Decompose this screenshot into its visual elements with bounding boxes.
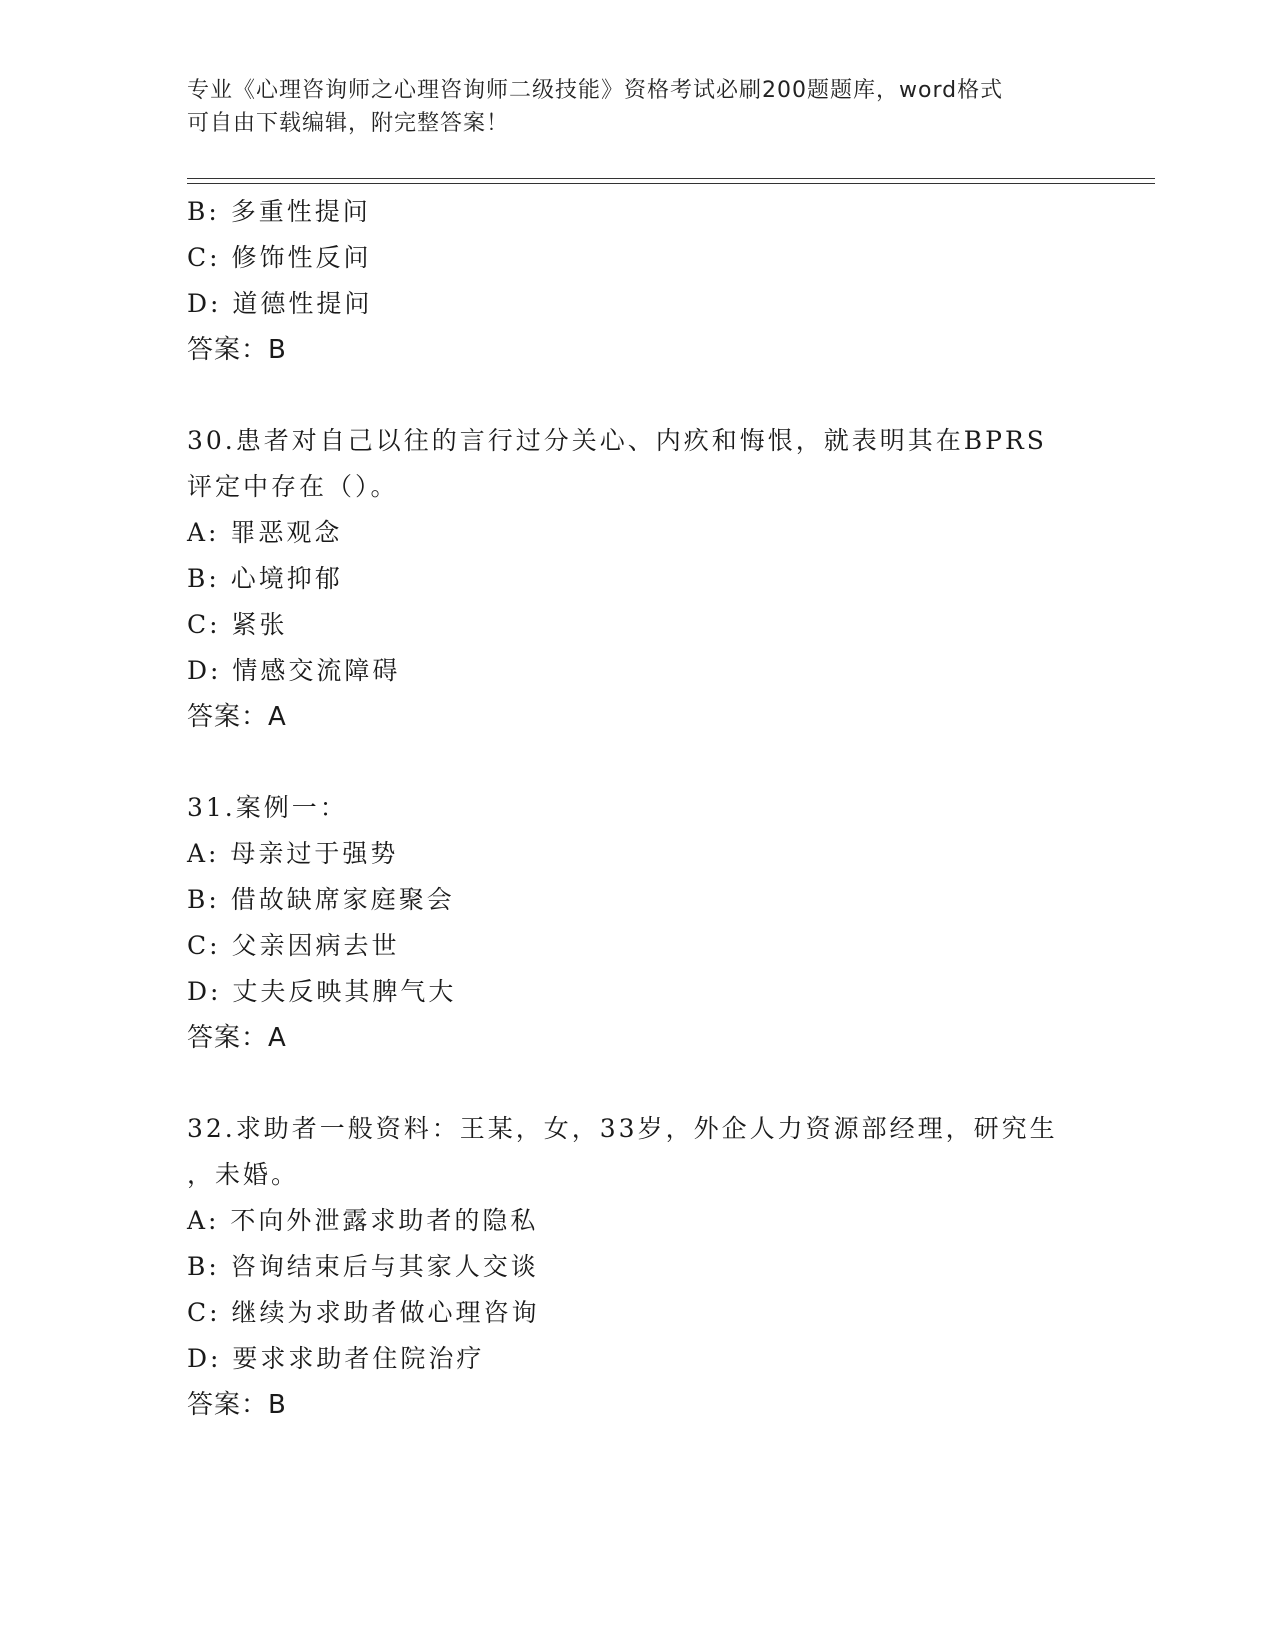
option-line: B: 心境抑郁 xyxy=(187,564,343,593)
option-line: C: 紧张 xyxy=(187,610,288,639)
header-line-1: 专业《心理咨询师之心理咨询师二级技能》资格考试必刷200题题库，word格式 xyxy=(187,78,1004,103)
option-line: B: 借故缺席家庭聚会 xyxy=(187,885,455,914)
question-stem-line: ，未婚。 xyxy=(187,1160,300,1189)
option-line: A: 母亲过于强势 xyxy=(187,839,399,868)
option-line: D: 道德性提问 xyxy=(187,289,373,318)
answer-line: 答案：B xyxy=(187,335,287,365)
question-stem-line: 30.患者对自己以往的言行过分关心、内疚和悔恨，就表明其在BPRS xyxy=(187,426,1047,455)
question-gap xyxy=(187,1061,1087,1106)
header-line-2: 可自由下载编辑，附完整答案！ xyxy=(187,111,510,136)
option-line: D: 丈夫反映其脾气大 xyxy=(187,977,457,1006)
option-line: C: 父亲因病去世 xyxy=(187,931,400,960)
question-gap xyxy=(187,740,1087,785)
answer-line: 答案：B xyxy=(187,1390,287,1420)
option-line: C: 继续为求助者做心理咨询 xyxy=(187,1298,540,1327)
option-line: C: 修饰性反问 xyxy=(187,243,372,272)
header-rule-bottom xyxy=(187,183,1155,184)
document-header xyxy=(187,74,1067,140)
question-block-30 xyxy=(187,418,1087,740)
question-list xyxy=(187,189,1087,1428)
question-gap xyxy=(187,373,1087,418)
question-stem-line: 31.案例一： xyxy=(187,793,348,822)
option-line: A: 不向外泄露求助者的隐私 xyxy=(187,1206,539,1235)
option-line: B: 多重性提问 xyxy=(187,197,371,226)
answer-line: 答案：A xyxy=(187,1023,287,1053)
option-line: D: 情感交流障碍 xyxy=(187,656,401,685)
previous-question-block xyxy=(187,189,1087,373)
question-stem-line: 评定中存在（）。 xyxy=(187,472,399,501)
header-rule-top xyxy=(187,178,1155,179)
question-block-32 xyxy=(187,1106,1087,1428)
option-line: D: 要求求助者住院治疗 xyxy=(187,1344,485,1373)
question-stem-line: 32.求助者一般资料：王某，女，33岁，外企人力资源部经理，研究生 xyxy=(187,1114,1058,1143)
question-block-31 xyxy=(187,785,1087,1061)
answer-line: 答案：A xyxy=(187,702,287,732)
option-line: A: 罪恶观念 xyxy=(187,518,343,547)
option-line: B: 咨询结束后与其家人交谈 xyxy=(187,1252,539,1281)
